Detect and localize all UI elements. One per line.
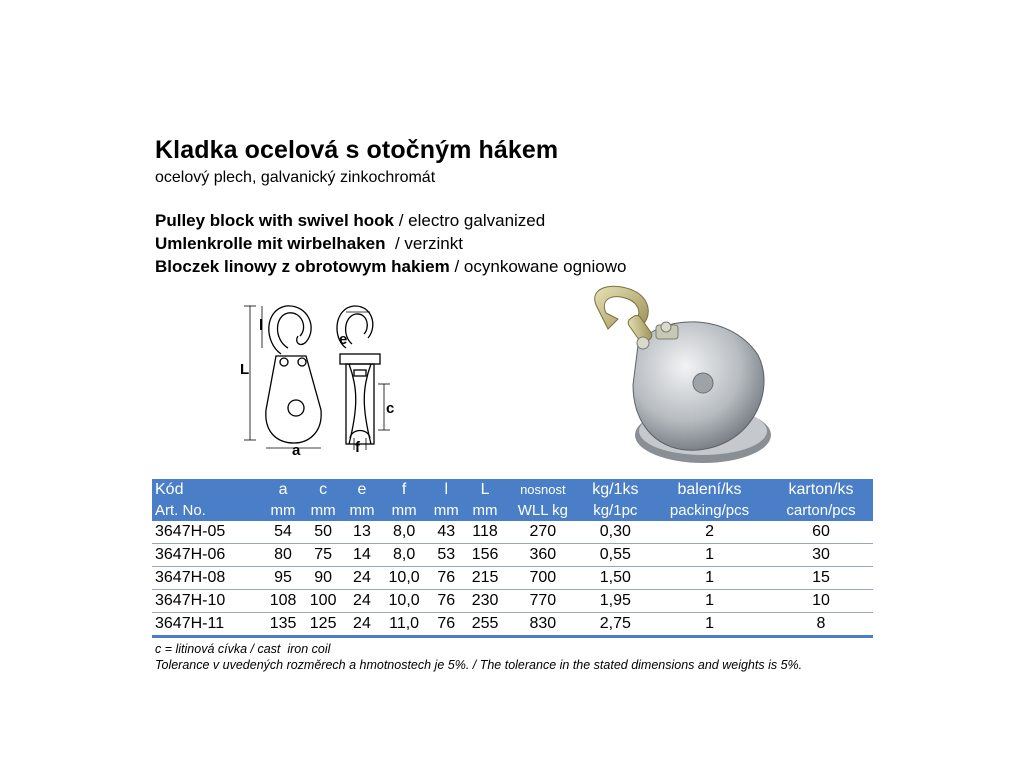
table-cell: 215 [465,567,505,590]
table-cell: 770 [505,590,581,613]
table-cell: 230 [465,590,505,613]
title-de-rest: / verzinkt [385,234,463,253]
table-cell: 76 [427,590,465,613]
table-row [152,521,873,544]
table-cell: 8 [769,613,873,637]
title-en-bold: Pulley block with swivel hook [155,211,395,230]
col-subheader: mm [472,502,498,519]
table-cell-code: 3647H-05 [152,521,263,544]
col-subheader: mm [310,502,336,519]
label-e: e [339,331,348,348]
note-coil: c = litinová cívka / cast iron coil [155,642,331,656]
col-subheader: Art. No. [155,502,206,519]
table-row [152,613,873,637]
table-cell: 24 [343,590,381,613]
col-header: karton/ks [788,480,854,498]
table-cell: 1 [650,544,769,567]
page-title: Kladka ocelová s otočným hákem [155,136,559,164]
col-header: a [278,480,288,498]
table-cell: 14 [343,544,381,567]
table-row [152,567,873,590]
title-pl-rest: / ocynkowane ogniowo [449,257,627,276]
label-a: a [292,442,301,458]
product-photo [578,285,778,470]
col-subheader: packing/pcs [669,502,750,519]
table-cell: 50 [303,521,343,544]
table-cell: 1 [650,590,769,613]
col-header: kg/1ks [592,480,639,498]
col-header: balení/ks [677,480,742,498]
table-cell: 1,50 [581,567,650,590]
table-cell: 75 [303,544,343,567]
title-de-bold: Umlenkrolle mit wirbelhaken [155,234,386,253]
table-cell: 43 [427,521,465,544]
spec-table [152,479,873,638]
subtitle: ocelový plech, galvanický zinkochromát [155,169,436,186]
table-cell: 30 [769,544,873,567]
note-tolerance: Tolerance v uvedených rozměrech a hmotnostech je 5%. / The tolerance in the stated dimensions and weights is 5%. [155,658,803,672]
table-cell: 8,0 [381,544,428,567]
table-cell: 2,75 [581,613,650,637]
table-cell: 125 [303,613,343,637]
dimension-drawing [236,298,408,458]
col-header: f [401,480,407,498]
table-cell: 11,0 [381,613,428,637]
table-cell: 10,0 [381,567,428,590]
title-pl [155,257,626,277]
table-cell: 90 [303,567,343,590]
table-cell-code: 3647H-11 [152,613,263,637]
label-L: L [240,361,250,378]
table-cell: 24 [343,567,381,590]
table-cell: 8,0 [381,521,428,544]
table-cell: 830 [505,613,581,637]
table-cell: 700 [505,567,581,590]
table-cell: 108 [263,590,303,613]
table-row [152,590,873,613]
table-cell: 135 [263,613,303,637]
table-cell: 1 [650,567,769,590]
title-en-rest: / electro galvanized [394,211,546,230]
label-f: f [355,439,360,456]
table-cell: 118 [465,521,505,544]
col-subheader: mm [433,502,459,519]
title-de [155,234,463,254]
table-cell: 80 [263,544,303,567]
table-cell: 1 [650,613,769,637]
table-cell: 15 [769,567,873,590]
table-subheader-row [152,500,873,521]
table-cell: 255 [465,613,505,637]
table-cell: 53 [427,544,465,567]
label-c: c [386,400,395,417]
table-cell: 24 [343,613,381,637]
table-cell: 76 [427,567,465,590]
title-en [155,211,545,231]
col-header: L [480,480,490,498]
label-l: l [259,317,264,334]
col-subheader: mm [349,502,375,519]
col-subheader: kg/1pc [593,502,638,519]
col-header: Kód [155,480,184,498]
table-cell-code: 3647H-06 [152,544,263,567]
table-cell-code: 3647H-10 [152,590,263,613]
table-cell: 360 [505,544,581,567]
col-subheader: WLL kg [517,502,568,519]
table-cell: 54 [263,521,303,544]
table-cell: 60 [769,521,873,544]
table-header-row [152,479,873,500]
table-cell: 10 [769,590,873,613]
table-cell: 10,0 [381,590,428,613]
col-subheader: mm [391,502,417,519]
table-cell: 100 [303,590,343,613]
table-row [152,544,873,567]
table-cell: 95 [263,567,303,590]
table-cell-code: 3647H-08 [152,567,263,590]
col-header: c [319,480,328,498]
table-cell: 0,30 [581,521,650,544]
col-header: nosnost [520,482,566,497]
table-cell: 156 [465,544,505,567]
title-pl-bold: Bloczek linowy z obrotowym hakiem [155,257,450,276]
col-subheader: mm [270,502,296,519]
table-cell: 270 [505,521,581,544]
col-header: e [357,480,367,498]
table-cell: 0,55 [581,544,650,567]
col-header: l [444,480,449,498]
table-cell: 2 [650,521,769,544]
col-subheader: carton/pcs [786,502,856,519]
table-cell: 13 [343,521,381,544]
table-cell: 76 [427,613,465,637]
table-cell: 1,95 [581,590,650,613]
